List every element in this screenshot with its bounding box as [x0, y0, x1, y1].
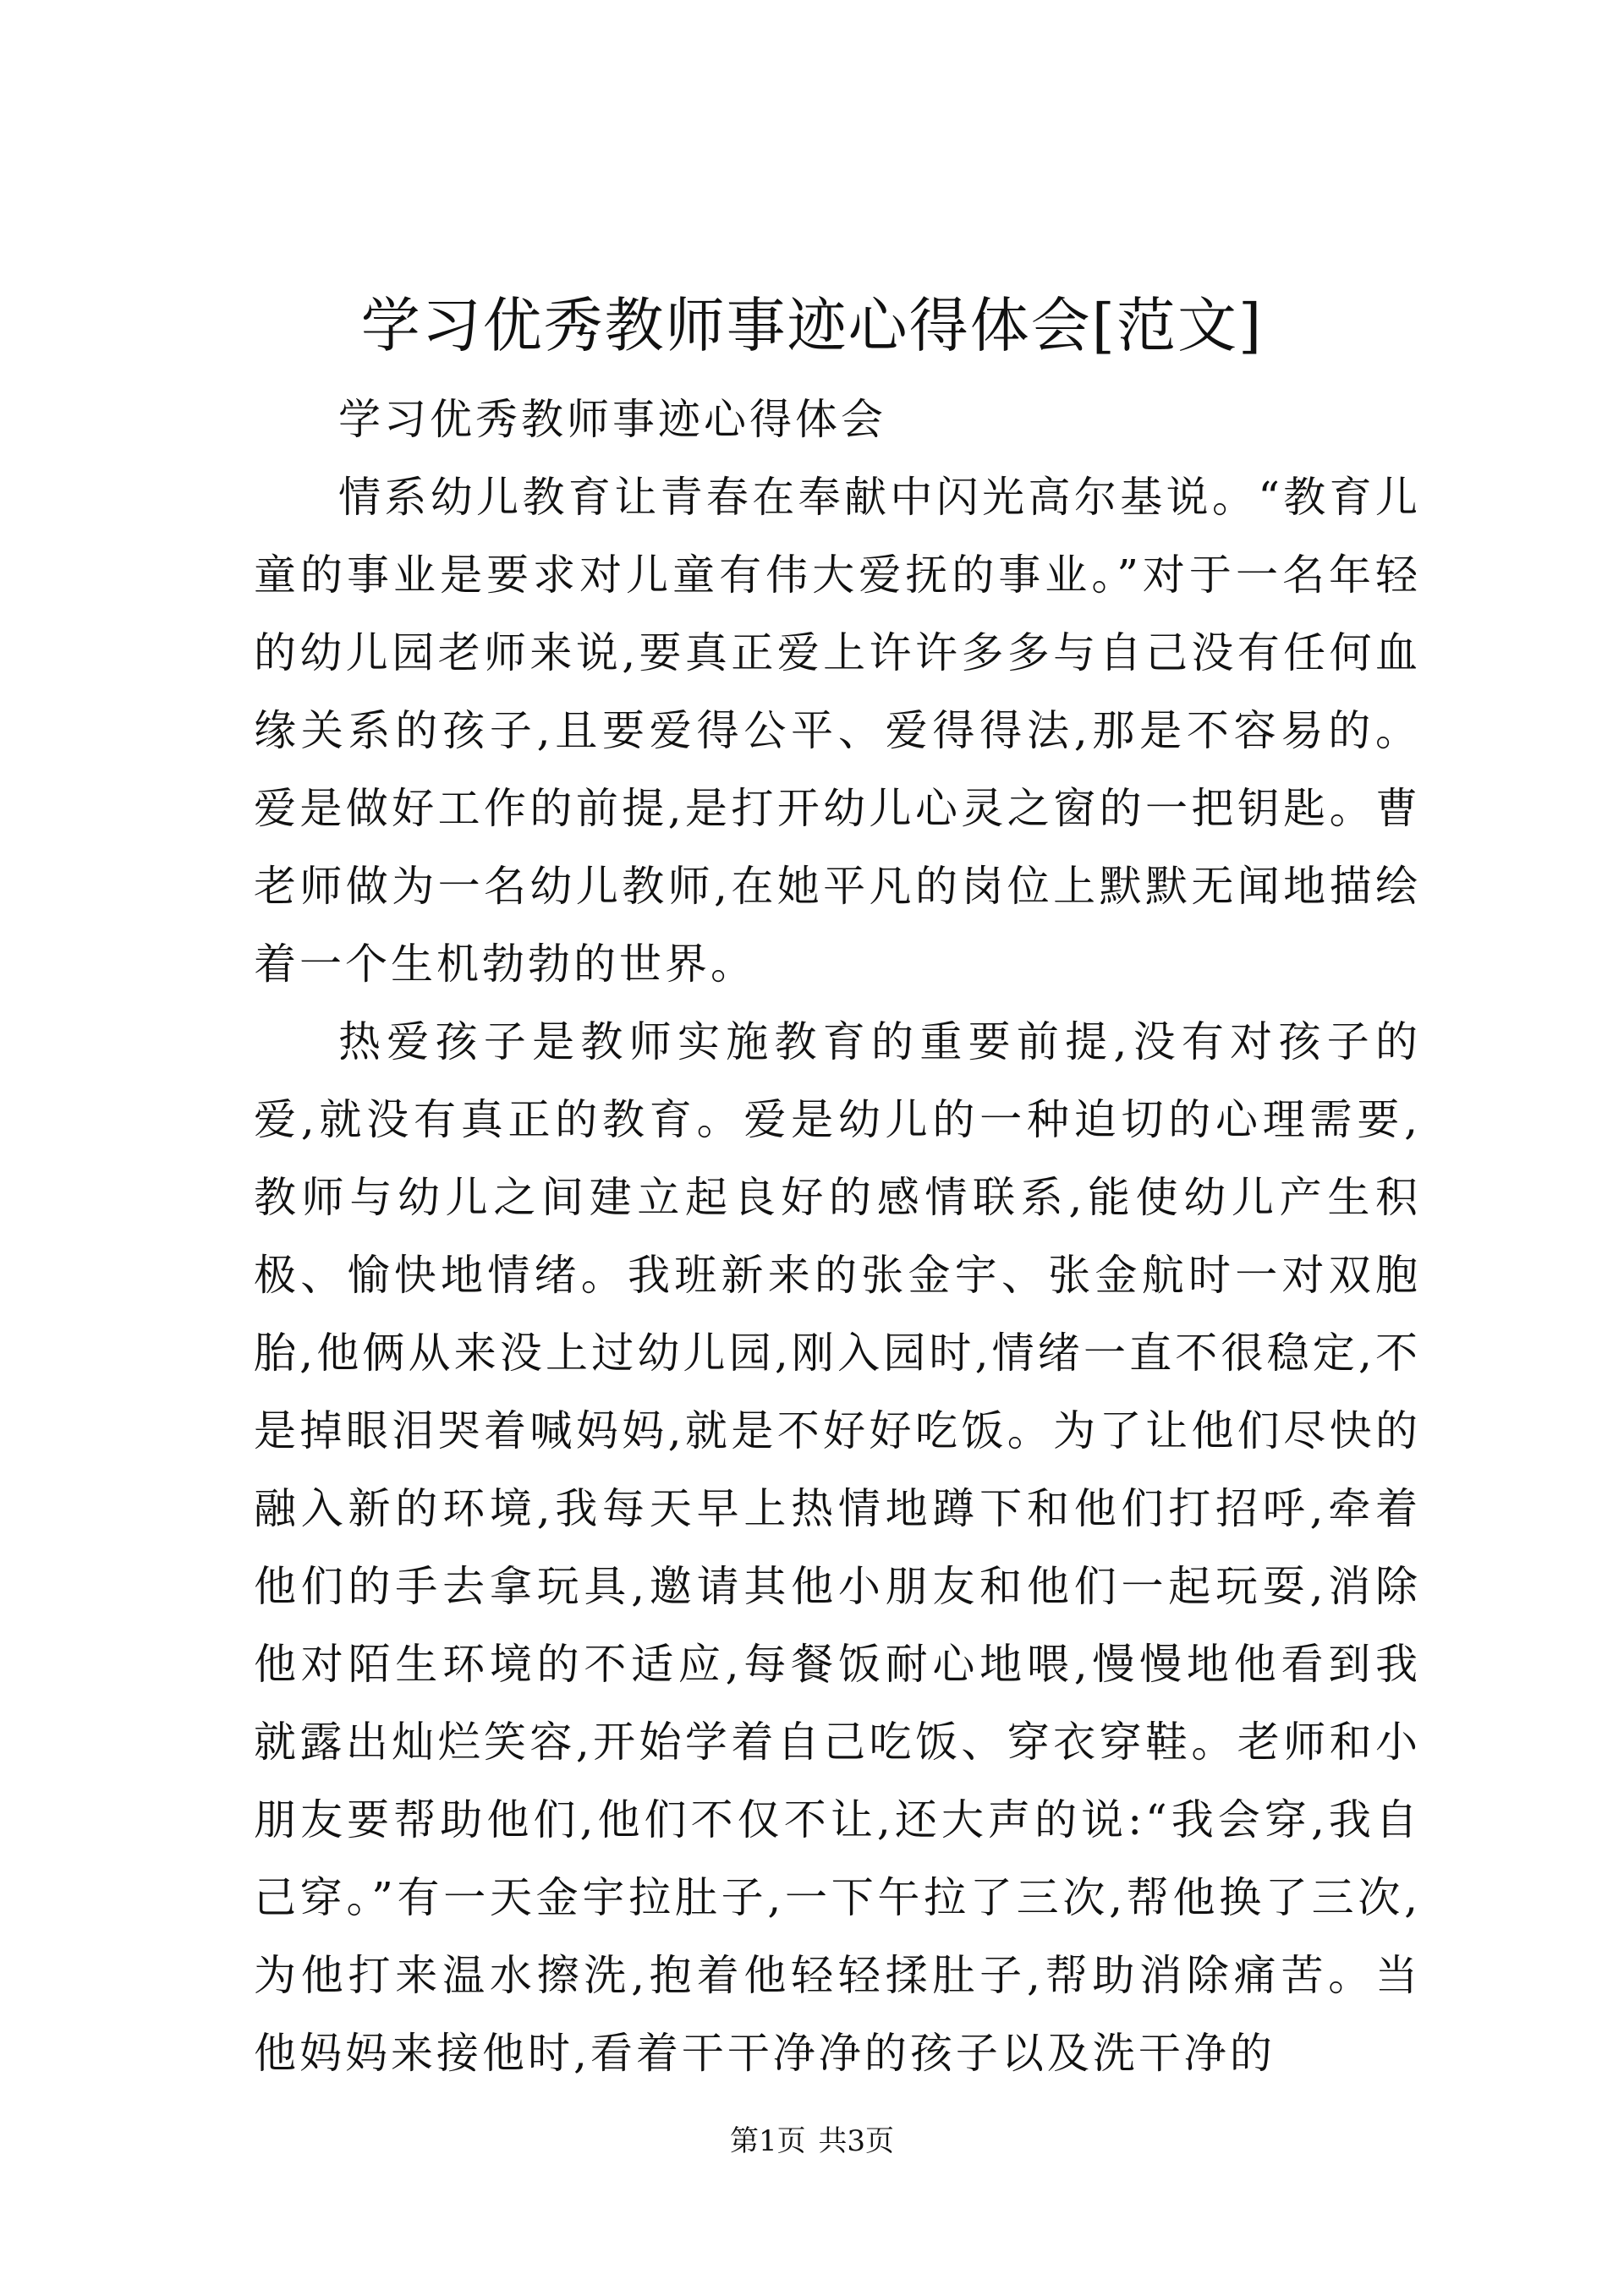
page-total: 共3页 — [818, 2124, 895, 2158]
page-footer — [0, 2123, 1624, 2160]
body-paragraph: 情系幼儿教育让青春在奉献中闪光高尔基说。“教育儿童的事业是要求对儿童有伟大爱抚的事业。”对于一名年轻的幼儿园老师来说,要真正爱上许许多多与自己没有任何血缘关系的孩子,且要爱得公平、爱得得法,那是不容易的。爱是做好工作的前提,是打开幼儿心灵之窗的一把钥匙。曹老师做为一名幼儿教师,在她平凡的岗位上默默无闻地描绘着一个生机勃勃的世界。 — [254, 473, 1421, 989]
body-paragraph: 热爱孩子是教师实施教育的重要前提,没有对孩子的爱,就没有真正的教育。爱是幼儿的一种迫切的心理需要,教师与幼儿之间建立起良好的感情联系,能使幼儿产生积极、愉快地情绪。我班新来的张金宇、张金航时一对双胞胎,他俩从来没上过幼儿园,刚入园时,情绪一直不很稳定,不是掉眼泪哭着喊妈妈,就是不好好吃饭。为了让他们尽快的融入新的环境,我每天早上热情地蹲下和他们打招呼,牵着他们的手去拿玩具,邀请其他小朋友和他们一起玩耍,消除他对陌生环境的不适应,每餐饭耐心地喂,慢慢地他看到我就露出灿烂笑容,开始学着自己吃饭、穿衣穿鞋。老师和小朋友要帮助他们,他们不仅不让,还大声的说:“我会穿,我自己穿。”有一天金宇拉肚子,一下午拉了三次,帮他换了三次,为他打来温水擦洗,抱着他轻轻揉肚子,帮助消除痛苦。当他妈妈来接他时,看着干干净净的孩子以及洗干净的 — [254, 1017, 1421, 2078]
document-body — [254, 381, 1421, 2092]
page-number: 第1页 — [729, 2124, 806, 2158]
document-title: 学习优秀教师事迹心得体会[范文] — [360, 291, 1264, 360]
subtitle-paragraph: 学习优秀教师事迹心得体会 — [338, 395, 886, 444]
